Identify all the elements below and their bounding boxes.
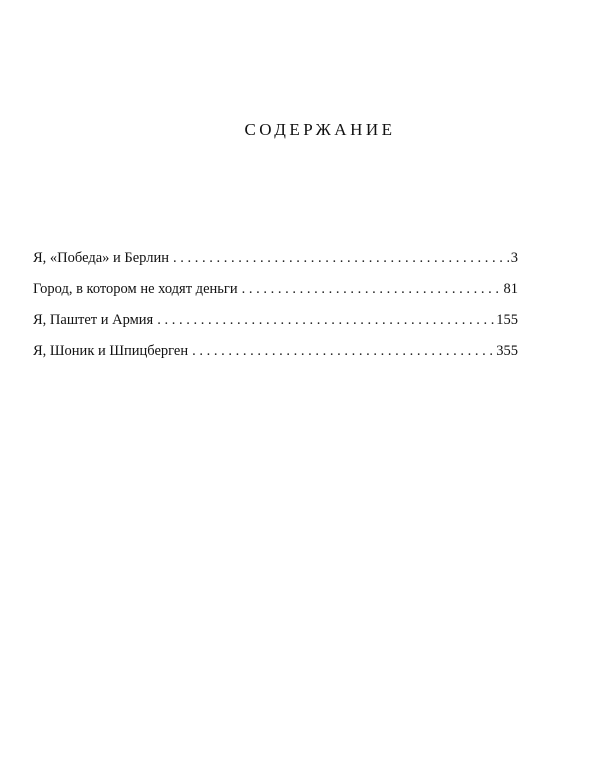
toc-entry-title: Я, «Победа» и Берлин xyxy=(33,250,169,266)
toc-entry-page: 155 xyxy=(496,312,518,328)
toc-entry-page: 3 xyxy=(510,250,518,266)
table-of-contents xyxy=(33,250,518,374)
toc-entry xyxy=(33,312,518,343)
toc-entry-page: 355 xyxy=(496,343,518,359)
toc-entry xyxy=(33,250,518,281)
toc-entry-title: Я, Шоник и Шпицберген xyxy=(33,343,189,359)
toc-leader-dots xyxy=(173,250,509,267)
toc-entry xyxy=(33,343,518,374)
toc-entry xyxy=(33,281,518,312)
toc-entry-title: Город, в котором не ходят деньги xyxy=(33,281,238,297)
toc-leader-dots xyxy=(192,343,494,360)
toc-leader-dots xyxy=(157,312,494,329)
toc-entry-title: Я, Паштет и Армия xyxy=(33,312,154,328)
toc-entry-page: 81 xyxy=(503,281,518,297)
toc-leader-dots xyxy=(242,281,502,298)
page-title: СОДЕРЖАНИЕ xyxy=(244,120,396,139)
